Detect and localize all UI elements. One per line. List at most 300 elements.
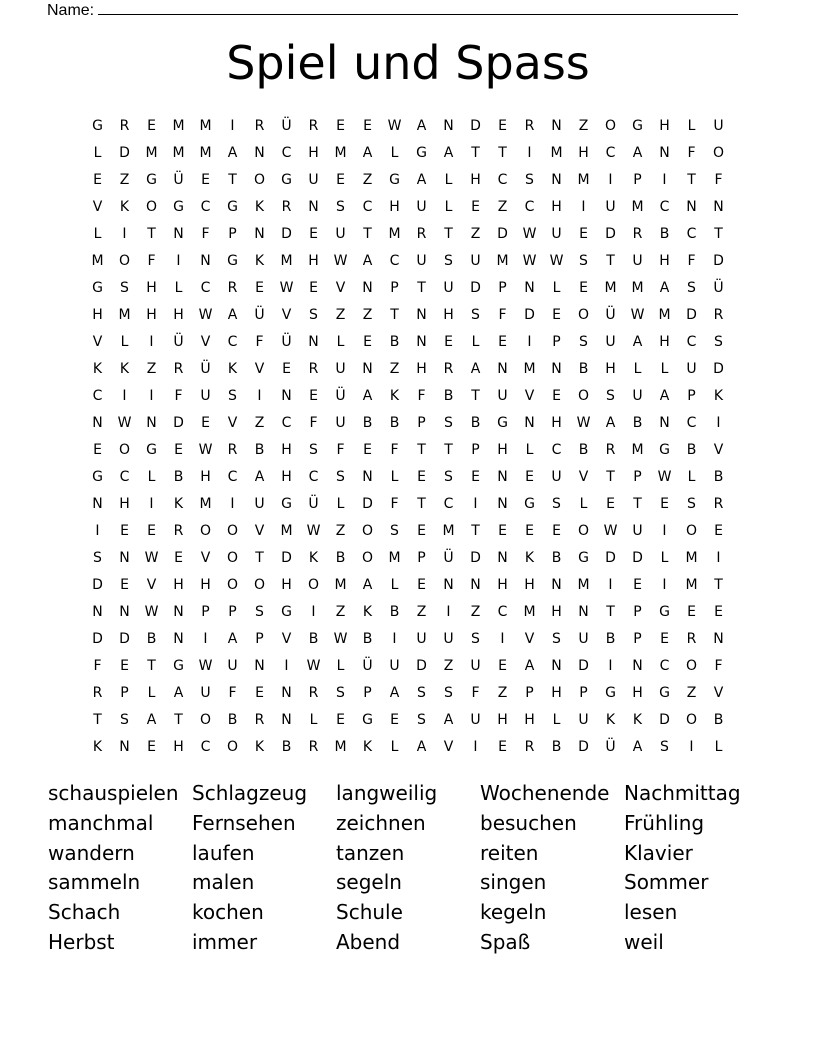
grid-letter[interactable]: K	[92, 739, 103, 755]
grid-letter[interactable]: A	[416, 172, 427, 188]
grid-letter[interactable]: N	[551, 658, 562, 674]
grid-letter[interactable]: I	[284, 658, 289, 674]
grid-letter[interactable]: A	[605, 415, 616, 431]
grid-letter[interactable]: P	[633, 469, 642, 485]
grid-letter[interactable]: P	[201, 604, 210, 620]
grid-letter[interactable]: E	[336, 172, 345, 188]
grid-letter[interactable]: L	[147, 469, 156, 485]
grid-letter[interactable]: U	[632, 523, 643, 539]
grid-letter[interactable]: O	[712, 145, 725, 161]
grid-letter[interactable]: R	[173, 361, 184, 377]
grid-letter[interactable]: K	[119, 361, 130, 377]
grid-letter[interactable]: R	[308, 739, 319, 755]
grid-letter[interactable]: C	[92, 388, 103, 404]
grid-letter[interactable]: D	[686, 307, 697, 323]
grid-letter[interactable]: S	[687, 280, 696, 296]
grid-letter[interactable]: U	[497, 388, 508, 404]
grid-letter[interactable]: W	[522, 253, 537, 269]
grid-letter[interactable]: N	[173, 631, 184, 647]
grid-letter[interactable]: V	[524, 631, 535, 647]
grid-letter[interactable]: G	[173, 658, 184, 674]
grid-letter[interactable]: M	[280, 253, 293, 269]
grid-letter[interactable]: A	[443, 145, 454, 161]
grid-letter[interactable]: U	[632, 253, 643, 269]
grid-letter[interactable]: V	[281, 307, 292, 323]
grid-letter[interactable]: I	[149, 496, 154, 512]
grid-letter[interactable]: B	[686, 442, 697, 458]
grid-letter[interactable]: N	[551, 361, 562, 377]
grid-letter[interactable]: I	[716, 415, 721, 431]
grid-letter[interactable]: T	[606, 604, 615, 620]
grid-letter[interactable]: H	[632, 685, 643, 701]
grid-letter[interactable]: Z	[470, 604, 481, 620]
grid-letter[interactable]: K	[308, 550, 319, 566]
grid-letter[interactable]: U	[470, 712, 481, 728]
grid-letter[interactable]: L	[552, 712, 561, 728]
grid-letter[interactable]: Z	[362, 172, 373, 188]
grid-letter[interactable]: H	[497, 577, 508, 593]
grid-letter[interactable]: D	[281, 550, 292, 566]
grid-letter[interactable]: L	[93, 145, 102, 161]
grid-letter[interactable]: G	[227, 253, 238, 269]
grid-letter[interactable]: U	[713, 118, 724, 134]
grid-letter[interactable]: Z	[416, 604, 427, 620]
grid-letter[interactable]: O	[226, 577, 239, 593]
grid-letter[interactable]: L	[390, 469, 399, 485]
grid-letter[interactable]: S	[120, 280, 129, 296]
grid-letter[interactable]: E	[147, 523, 156, 539]
grid-letter[interactable]: U	[200, 388, 211, 404]
grid-letter[interactable]: Ü	[362, 658, 373, 674]
grid-letter[interactable]: V	[443, 739, 454, 755]
grid-letter[interactable]: E	[714, 523, 723, 539]
grid-letter[interactable]: T	[687, 172, 696, 188]
grid-letter[interactable]: B	[362, 415, 373, 431]
grid-letter[interactable]: N	[497, 361, 508, 377]
grid-letter[interactable]: A	[416, 118, 427, 134]
grid-letter[interactable]: H	[308, 145, 319, 161]
grid-letter[interactable]: M	[577, 577, 590, 593]
grid-letter[interactable]: R	[524, 739, 535, 755]
grid-letter[interactable]: S	[417, 712, 426, 728]
grid-letter[interactable]: Z	[254, 415, 265, 431]
grid-letter[interactable]: B	[443, 388, 454, 404]
grid-letter[interactable]: W	[306, 523, 321, 539]
grid-letter[interactable]: O	[199, 712, 212, 728]
grid-letter[interactable]: E	[336, 118, 345, 134]
grid-letter[interactable]: T	[471, 523, 480, 539]
grid-letter[interactable]: O	[145, 199, 158, 215]
grid-letter[interactable]: H	[173, 307, 184, 323]
grid-letter[interactable]: H	[524, 712, 535, 728]
grid-letter[interactable]: D	[92, 631, 103, 647]
grid-letter[interactable]: T	[228, 172, 237, 188]
grid-letter[interactable]: U	[686, 361, 697, 377]
grid-letter[interactable]: L	[444, 172, 453, 188]
grid-letter[interactable]: G	[497, 415, 508, 431]
grid-letter[interactable]: U	[443, 280, 454, 296]
grid-letter[interactable]: N	[497, 469, 508, 485]
grid-letter[interactable]: M	[172, 145, 185, 161]
grid-letter[interactable]: N	[308, 199, 319, 215]
grid-letter[interactable]: E	[255, 280, 264, 296]
grid-letter[interactable]: H	[200, 577, 211, 593]
grid-letter[interactable]: H	[497, 442, 508, 458]
grid-letter[interactable]: H	[551, 685, 562, 701]
grid-letter[interactable]: R	[605, 442, 616, 458]
grid-letter[interactable]: C	[524, 199, 535, 215]
grid-letter[interactable]: G	[92, 280, 103, 296]
grid-letter[interactable]: L	[336, 334, 345, 350]
grid-letter[interactable]: T	[147, 658, 156, 674]
grid-letter[interactable]: U	[416, 631, 427, 647]
grid-letter[interactable]: F	[93, 658, 102, 674]
grid-letter[interactable]: M	[172, 118, 185, 134]
grid-letter[interactable]: U	[578, 631, 589, 647]
grid-letter[interactable]: H	[92, 307, 103, 323]
grid-letter[interactable]: M	[631, 280, 644, 296]
grid-letter[interactable]: A	[362, 577, 373, 593]
grid-letter[interactable]: D	[605, 550, 616, 566]
grid-letter[interactable]: T	[714, 577, 723, 593]
grid-letter[interactable]: E	[390, 712, 399, 728]
grid-letter[interactable]: B	[470, 415, 481, 431]
grid-letter[interactable]: P	[579, 685, 588, 701]
grid-letter[interactable]: U	[416, 199, 427, 215]
grid-letter[interactable]: V	[227, 415, 238, 431]
grid-letter[interactable]: I	[581, 199, 586, 215]
grid-letter[interactable]: Z	[470, 226, 481, 242]
grid-letter[interactable]: O	[118, 442, 131, 458]
grid-letter[interactable]: A	[254, 469, 265, 485]
grid-letter[interactable]: R	[92, 685, 103, 701]
grid-letter[interactable]: P	[525, 685, 534, 701]
grid-letter[interactable]: R	[254, 712, 265, 728]
grid-letter[interactable]: O	[253, 172, 266, 188]
grid-letter[interactable]: N	[497, 496, 508, 512]
grid-letter[interactable]: C	[551, 442, 562, 458]
grid-letter[interactable]: A	[227, 307, 238, 323]
grid-letter[interactable]: E	[498, 334, 507, 350]
grid-letter[interactable]: C	[200, 280, 211, 296]
grid-letter[interactable]: O	[226, 739, 239, 755]
grid-letter[interactable]: F	[309, 415, 318, 431]
grid-letter[interactable]: O	[604, 118, 617, 134]
grid-letter[interactable]: P	[687, 388, 696, 404]
grid-letter[interactable]: Ü	[254, 307, 265, 323]
grid-letter[interactable]: L	[390, 577, 399, 593]
grid-letter[interactable]: B	[389, 334, 400, 350]
grid-letter[interactable]: D	[362, 496, 373, 512]
grid-letter[interactable]: B	[551, 739, 562, 755]
grid-letter[interactable]: A	[146, 712, 157, 728]
grid-letter[interactable]: T	[498, 145, 507, 161]
grid-letter[interactable]: D	[470, 118, 481, 134]
grid-letter[interactable]: O	[685, 658, 698, 674]
grid-letter[interactable]: M	[631, 199, 644, 215]
grid-letter[interactable]: N	[92, 604, 103, 620]
grid-letter[interactable]: O	[361, 523, 374, 539]
grid-letter[interactable]: M	[334, 145, 347, 161]
grid-letter[interactable]: D	[605, 226, 616, 242]
grid-letter[interactable]: A	[443, 712, 454, 728]
grid-letter[interactable]: E	[471, 199, 480, 215]
grid-letter[interactable]: T	[417, 496, 426, 512]
grid-letter[interactable]: H	[200, 469, 211, 485]
grid-letter[interactable]: A	[362, 388, 373, 404]
grid-letter[interactable]: G	[146, 172, 157, 188]
grid-letter[interactable]: T	[417, 280, 426, 296]
grid-letter[interactable]: N	[281, 712, 292, 728]
grid-letter[interactable]: H	[308, 253, 319, 269]
grid-letter[interactable]: E	[660, 631, 669, 647]
grid-letter[interactable]: I	[122, 226, 127, 242]
grid-letter[interactable]: L	[336, 658, 345, 674]
grid-letter[interactable]: I	[662, 577, 667, 593]
grid-letter[interactable]: Z	[335, 307, 346, 323]
grid-letter[interactable]: H	[659, 118, 670, 134]
grid-letter[interactable]: F	[471, 685, 480, 701]
grid-letter[interactable]: S	[444, 253, 453, 269]
grid-letter[interactable]: I	[527, 145, 532, 161]
grid-letter[interactable]: A	[524, 658, 535, 674]
grid-letter[interactable]: U	[443, 631, 454, 647]
grid-letter[interactable]: S	[228, 388, 237, 404]
grid-letter[interactable]: Ü	[173, 334, 184, 350]
grid-letter[interactable]: W	[144, 604, 159, 620]
grid-letter[interactable]: G	[281, 604, 292, 620]
grid-letter[interactable]: H	[443, 307, 454, 323]
grid-letter[interactable]: G	[416, 145, 427, 161]
grid-letter[interactable]: T	[606, 469, 615, 485]
grid-letter[interactable]: A	[389, 685, 400, 701]
grid-letter[interactable]: N	[119, 550, 130, 566]
grid-letter[interactable]: R	[686, 631, 697, 647]
grid-letter[interactable]: D	[524, 307, 535, 323]
grid-letter[interactable]: E	[363, 118, 372, 134]
grid-letter[interactable]: K	[173, 496, 184, 512]
grid-letter[interactable]: O	[226, 550, 239, 566]
grid-letter[interactable]: H	[416, 361, 427, 377]
grid-letter[interactable]: U	[227, 658, 238, 674]
grid-letter[interactable]: H	[119, 496, 130, 512]
grid-letter[interactable]: B	[362, 631, 373, 647]
grid-letter[interactable]: S	[606, 388, 615, 404]
grid-letter[interactable]: S	[579, 334, 588, 350]
grid-letter[interactable]: D	[470, 550, 481, 566]
grid-letter[interactable]: A	[362, 145, 373, 161]
grid-letter[interactable]: T	[390, 307, 399, 323]
grid-letter[interactable]: N	[173, 604, 184, 620]
grid-letter[interactable]: P	[120, 685, 129, 701]
grid-letter[interactable]: P	[498, 280, 507, 296]
grid-letter[interactable]: E	[201, 172, 210, 188]
grid-letter[interactable]: E	[417, 577, 426, 593]
grid-letter[interactable]: L	[120, 334, 129, 350]
grid-letter[interactable]: G	[173, 199, 184, 215]
grid-letter[interactable]: A	[632, 334, 643, 350]
grid-letter[interactable]: F	[390, 496, 399, 512]
grid-letter[interactable]: K	[605, 712, 616, 728]
grid-letter[interactable]: V	[281, 631, 292, 647]
grid-letter[interactable]: N	[659, 145, 670, 161]
grid-letter[interactable]: F	[201, 226, 210, 242]
grid-letter[interactable]: K	[713, 388, 724, 404]
grid-letter[interactable]: H	[146, 307, 157, 323]
grid-letter[interactable]: B	[335, 550, 346, 566]
grid-letter[interactable]: C	[443, 496, 454, 512]
grid-letter[interactable]: N	[173, 226, 184, 242]
grid-letter[interactable]: I	[446, 604, 451, 620]
grid-letter[interactable]: G	[659, 685, 670, 701]
grid-letter[interactable]: K	[254, 253, 265, 269]
grid-letter[interactable]: L	[579, 496, 588, 512]
grid-letter[interactable]: D	[92, 577, 103, 593]
grid-letter[interactable]: L	[633, 361, 642, 377]
grid-letter[interactable]: Z	[119, 172, 130, 188]
grid-letter[interactable]: T	[363, 226, 372, 242]
grid-letter[interactable]: S	[120, 712, 129, 728]
grid-letter[interactable]: L	[174, 280, 183, 296]
grid-letter[interactable]: E	[120, 523, 129, 539]
grid-letter[interactable]: D	[470, 280, 481, 296]
grid-letter[interactable]: N	[200, 253, 211, 269]
grid-letter[interactable]: L	[687, 118, 696, 134]
grid-letter[interactable]: M	[334, 577, 347, 593]
grid-letter[interactable]: T	[714, 226, 723, 242]
grid-letter[interactable]: F	[255, 334, 264, 350]
grid-letter[interactable]: E	[93, 442, 102, 458]
grid-letter[interactable]: I	[95, 523, 100, 539]
grid-letter[interactable]: P	[390, 280, 399, 296]
grid-letter[interactable]: V	[578, 469, 589, 485]
grid-letter[interactable]: F	[687, 145, 696, 161]
grid-letter[interactable]: D	[416, 658, 427, 674]
grid-letter[interactable]: Z	[335, 523, 346, 539]
grid-letter[interactable]: F	[714, 658, 723, 674]
grid-letter[interactable]: M	[604, 280, 617, 296]
grid-letter[interactable]: P	[633, 172, 642, 188]
grid-letter[interactable]: P	[552, 334, 561, 350]
grid-letter[interactable]: N	[659, 415, 670, 431]
grid-letter[interactable]: I	[608, 172, 613, 188]
grid-letter[interactable]: C	[659, 199, 670, 215]
grid-letter[interactable]: E	[714, 604, 723, 620]
grid-letter[interactable]: F	[336, 442, 345, 458]
grid-letter[interactable]: E	[417, 523, 426, 539]
grid-letter[interactable]: E	[120, 577, 129, 593]
grid-letter[interactable]: P	[417, 415, 426, 431]
grid-letter[interactable]: F	[714, 172, 723, 188]
grid-letter[interactable]: M	[388, 550, 401, 566]
grid-letter[interactable]: E	[201, 415, 210, 431]
grid-letter[interactable]: I	[662, 172, 667, 188]
grid-letter[interactable]: N	[254, 145, 265, 161]
grid-letter[interactable]: K	[362, 604, 373, 620]
grid-letter[interactable]: K	[254, 199, 265, 215]
grid-letter[interactable]: H	[146, 280, 157, 296]
grid-letter[interactable]: G	[659, 442, 670, 458]
grid-letter[interactable]: B	[605, 631, 616, 647]
grid-letter[interactable]: B	[389, 604, 400, 620]
grid-letter[interactable]: G	[227, 199, 238, 215]
grid-letter[interactable]: N	[254, 226, 265, 242]
grid-letter[interactable]: H	[281, 442, 292, 458]
grid-letter[interactable]: C	[389, 253, 400, 269]
grid-letter[interactable]: T	[417, 442, 426, 458]
grid-letter[interactable]: Ü	[443, 550, 454, 566]
grid-letter[interactable]: Z	[686, 685, 697, 701]
grid-letter[interactable]: E	[147, 118, 156, 134]
grid-letter[interactable]: U	[551, 469, 562, 485]
grid-letter[interactable]: H	[281, 577, 292, 593]
grid-letter[interactable]: S	[309, 307, 318, 323]
grid-letter[interactable]: W	[603, 523, 618, 539]
grid-letter[interactable]: U	[551, 226, 562, 242]
grid-letter[interactable]: M	[631, 442, 644, 458]
grid-letter[interactable]: D	[281, 226, 292, 242]
grid-letter[interactable]: S	[552, 496, 561, 512]
grid-letter[interactable]: G	[605, 685, 616, 701]
grid-letter[interactable]: U	[605, 334, 616, 350]
grid-letter[interactable]: N	[551, 577, 562, 593]
grid-letter[interactable]: O	[577, 523, 590, 539]
grid-letter[interactable]: S	[336, 199, 345, 215]
grid-letter[interactable]: V	[254, 361, 265, 377]
grid-letter[interactable]: C	[497, 604, 508, 620]
grid-letter[interactable]: H	[551, 199, 562, 215]
grid-letter[interactable]: V	[92, 334, 103, 350]
grid-letter[interactable]: N	[524, 280, 535, 296]
grid-letter[interactable]: E	[579, 280, 588, 296]
grid-letter[interactable]: T	[606, 253, 615, 269]
grid-letter[interactable]: C	[605, 145, 616, 161]
grid-letter[interactable]: L	[660, 550, 669, 566]
grid-letter[interactable]: H	[551, 415, 562, 431]
grid-letter[interactable]: N	[119, 739, 130, 755]
grid-letter[interactable]: I	[716, 550, 721, 566]
grid-letter[interactable]: R	[227, 442, 238, 458]
grid-letter[interactable]: K	[254, 739, 265, 755]
grid-letter[interactable]: W	[279, 280, 294, 296]
grid-letter[interactable]: N	[524, 415, 535, 431]
grid-letter[interactable]: Ü	[308, 496, 319, 512]
grid-letter[interactable]: C	[227, 469, 238, 485]
grid-letter[interactable]: E	[174, 442, 183, 458]
grid-letter[interactable]: N	[551, 118, 562, 134]
grid-letter[interactable]: W	[198, 442, 213, 458]
grid-letter[interactable]: H	[578, 145, 589, 161]
grid-letter[interactable]: T	[471, 145, 480, 161]
grid-letter[interactable]: T	[174, 712, 183, 728]
grid-letter[interactable]: M	[199, 496, 212, 512]
grid-letter[interactable]: F	[228, 685, 237, 701]
grid-letter[interactable]: D	[578, 739, 589, 755]
grid-letter[interactable]: U	[335, 226, 346, 242]
grid-letter[interactable]: Ü	[200, 361, 211, 377]
grid-letter[interactable]: L	[336, 496, 345, 512]
grid-letter[interactable]: N	[308, 334, 319, 350]
grid-letter[interactable]: L	[390, 739, 399, 755]
grid-letter[interactable]: E	[552, 388, 561, 404]
grid-letter[interactable]: E	[309, 280, 318, 296]
grid-letter[interactable]: F	[417, 388, 426, 404]
grid-letter[interactable]: I	[257, 388, 262, 404]
grid-letter[interactable]: R	[254, 118, 265, 134]
grid-letter[interactable]: R	[281, 199, 292, 215]
grid-letter[interactable]: G	[281, 496, 292, 512]
grid-letter[interactable]: N	[713, 631, 724, 647]
